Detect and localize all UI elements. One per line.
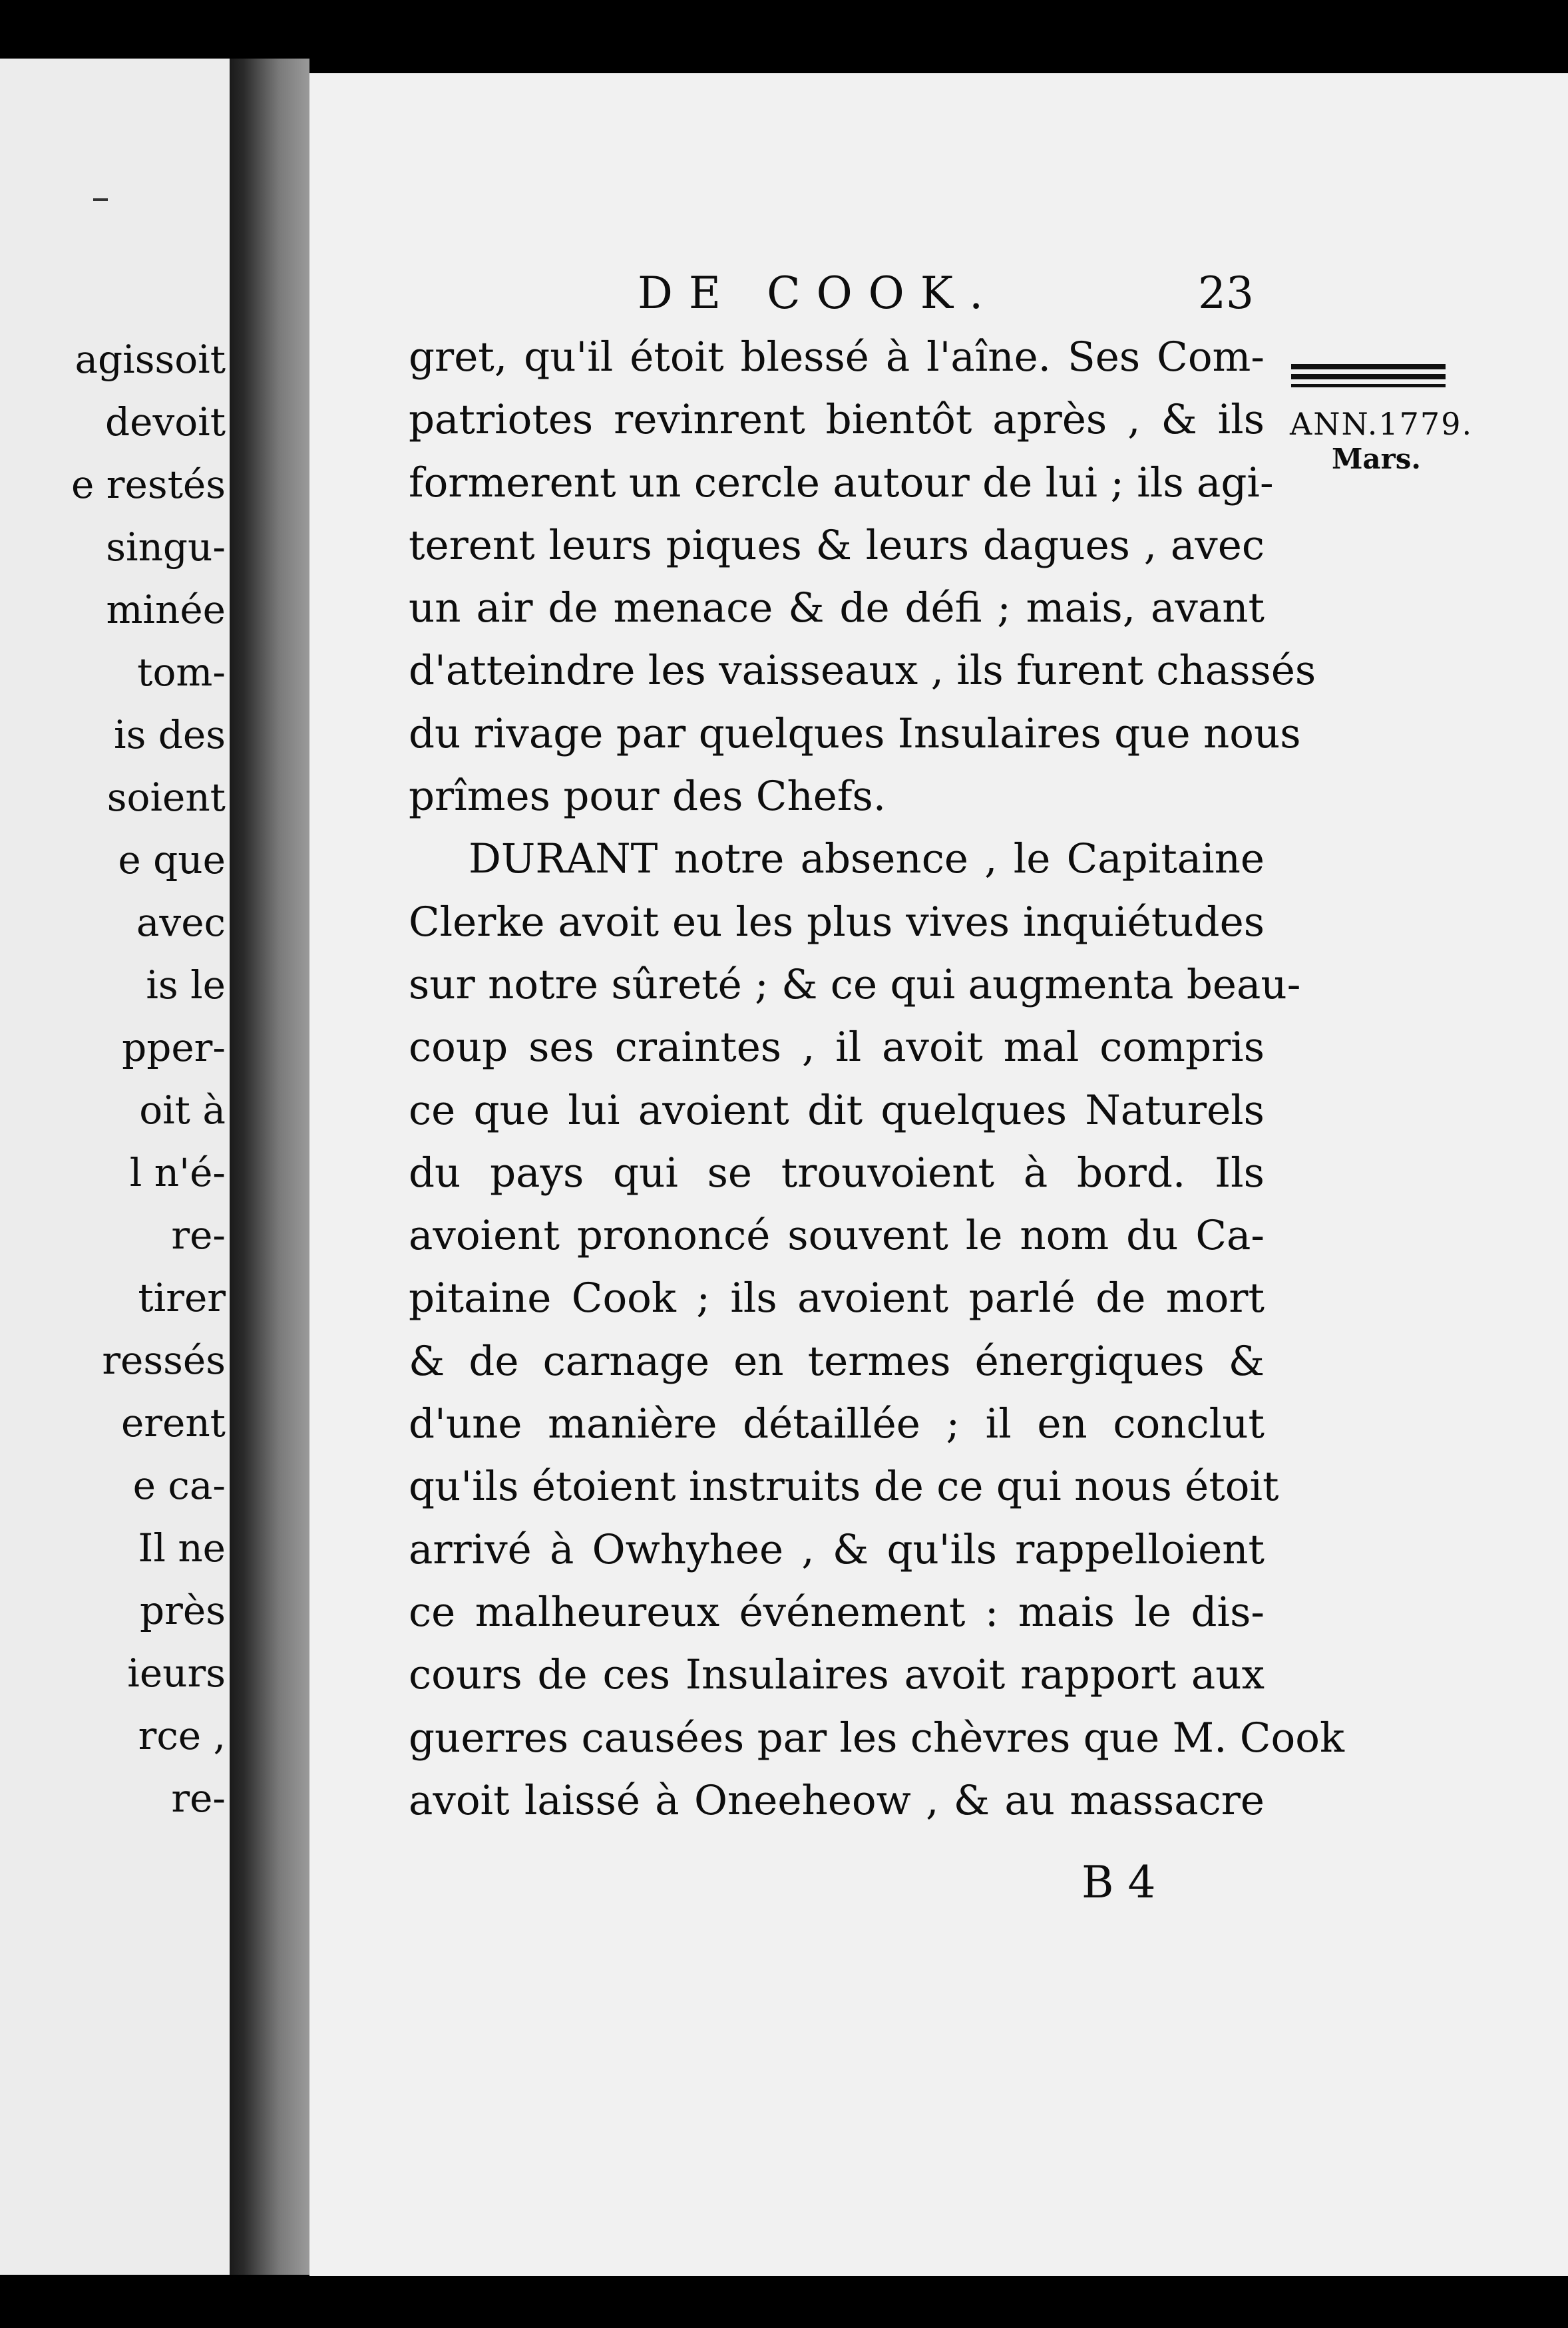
text-line: ce que lui avoient dit quelques Naturels — [409, 1086, 1265, 1134]
text-line: d'une manière détaillée ; il en conclut — [409, 1400, 1265, 1448]
text-line: gret, qu'il étoit blessé à l'aîne. Ses Com- — [409, 333, 1265, 381]
facing-line: avec — [136, 900, 226, 945]
margin-note-month: Mars. — [1331, 443, 1422, 475]
text-line: avoit laissé à Oneeheow , & au massacre — [409, 1776, 1265, 1824]
text-line: DURANT notre absence , le Capitaine — [469, 835, 1265, 883]
margin-note-year: ANN.1779. — [1290, 406, 1473, 442]
page-number: 23 — [1198, 268, 1254, 319]
text-line: d'atteindre les vaisseaux , ils furent chassés — [409, 647, 1316, 695]
facing-page-dash — [93, 198, 108, 201]
text-line: sur notre sûreté ; & ce qui augmenta beau- — [409, 960, 1301, 1008]
facing-line: re- — [171, 1213, 226, 1258]
text-line: Clerke avoit eu les plus vives inquiétudes — [409, 898, 1265, 946]
facing-line: rce , — [138, 1713, 226, 1758]
text-line: patriotes revinrent bientôt après , & ils — [409, 396, 1265, 444]
text-line: un air de menace & de défi ; mais, avant — [409, 584, 1265, 632]
body-text — [409, 326, 1344, 1832]
text-line: cours de ces Insulaires avoit rapport aux — [409, 1651, 1265, 1699]
facing-line: oit à — [139, 1087, 226, 1133]
signature-mark: B 4 — [1081, 1857, 1156, 1908]
margin-note — [1290, 405, 1473, 475]
facing-line: ressés — [102, 1338, 226, 1383]
facing-line: minée — [106, 587, 226, 632]
margin-rule — [1291, 374, 1446, 379]
text-line: du rivage par quelques Insulaires que nous — [409, 709, 1301, 757]
text-line: qu'ils étoient instruits de ce qui nous étoit — [409, 1463, 1279, 1511]
facing-line: singu- — [106, 524, 226, 570]
facing-line: près — [140, 1588, 226, 1633]
text-line: guerres causées par les chèvres que M. Cook — [409, 1714, 1344, 1762]
facing-line: e restés — [71, 462, 226, 507]
facing-line: is le — [146, 962, 226, 1008]
facing-line: devoit — [105, 399, 226, 445]
facing-line: l n'é- — [129, 1150, 226, 1195]
text-line: terent leurs piques & leurs dagues , avec — [409, 521, 1265, 569]
facing-line: e ca- — [132, 1463, 226, 1508]
text-line: coup ses craintes , il avoit mal compris — [409, 1024, 1265, 1071]
facing-page-text — [71, 328, 226, 1830]
facing-line: is des — [114, 712, 226, 757]
margin-rule — [1291, 364, 1446, 369]
facing-line: ieurs — [127, 1650, 226, 1696]
text-line: formerent un cercle autour de lui ; ils agi- — [409, 459, 1274, 506]
facing-line: tirer — [138, 1275, 226, 1320]
facing-line: e que — [118, 837, 226, 882]
text-line: du pays qui se trouvoient à bord. Ils — [409, 1149, 1265, 1197]
facing-line: re- — [171, 1776, 226, 1821]
facing-line: pper- — [122, 1025, 226, 1070]
text-line: prîmes pour des Chefs. — [409, 773, 886, 821]
facing-line: soient — [106, 775, 226, 820]
facing-line: erent — [120, 1400, 226, 1446]
running-title: DE COOK. — [638, 268, 1000, 319]
facing-line: tom- — [137, 650, 226, 695]
text-line: ce malheureux événement : mais le dis- — [409, 1588, 1265, 1636]
text-line: & de carnage en termes énergiques & — [409, 1337, 1265, 1385]
text-line: arrivé à Owhyhee , & qu'ils rappelloient — [409, 1525, 1265, 1573]
margin-rule — [1291, 384, 1446, 387]
facing-page-left — [0, 59, 230, 2275]
book-gutter — [230, 59, 309, 2275]
text-line: pitaine Cook ; ils avoient parlé de mort — [409, 1274, 1265, 1322]
facing-line: Il ne — [138, 1525, 226, 1571]
facing-line: agissoit — [75, 337, 226, 382]
text-line: avoient prononcé souvent le nom du Ca- — [409, 1212, 1265, 1260]
